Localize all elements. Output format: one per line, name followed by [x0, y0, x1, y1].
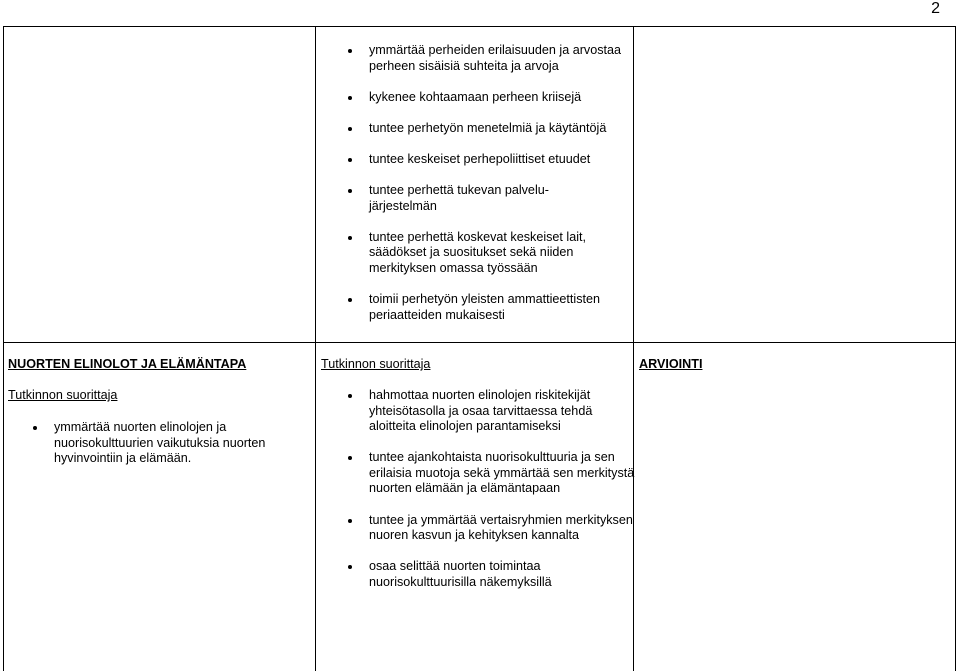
list-item: tuntee keskeiset perhepoliittiset etuudet — [369, 152, 637, 168]
middle-criteria-list — [369, 388, 637, 606]
table-border-top — [3, 26, 956, 27]
left-subheading: Tutkinnon suorittaja — [8, 388, 118, 402]
page-number: 2 — [931, 0, 940, 17]
table-border-right — [955, 26, 956, 671]
table-border-middle — [3, 342, 956, 343]
list-item: kykenee kohtaamaan perheen kriisejä — [369, 90, 637, 106]
upper-criteria-list — [369, 43, 637, 339]
list-item: hahmottaa nuorten elinolojen riskitekijät yhteisötasolla ja osaa tarvittaessa tehdä aloitteita elinolojen parantamiseksi — [369, 388, 637, 435]
list-item: ymmärtää perheiden erilaisuuden ja arvostaa perheen sisäisiä suhteita ja arvoja — [369, 43, 637, 74]
table-border-left — [3, 26, 4, 671]
section-heading-middle: Tutkinnon suorittaja — [321, 357, 431, 371]
left-criteria-list — [54, 420, 294, 467]
list-item: tuntee perhettä koskevat keskeiset lait, säädökset ja suositukset sekä niiden merkityksen omassa työssään — [369, 230, 637, 277]
column-divider-1 — [315, 26, 316, 671]
list-item: tuntee ja ymmärtää vertaisryhmien merkityksen nuoren kasvun ja kehityksen kannalta — [369, 513, 637, 544]
list-item: tuntee ajankohtaista nuorisokulttuuria ja sen erilaisia muotoja sekä ymmärtää sen merkitystä nuorten elämään ja elämäntapaan — [369, 450, 637, 497]
list-item: tuntee perhetyön menetelmiä ja käytäntöjä — [369, 121, 637, 137]
section-heading-left: NUORTEN ELINOLOT JA ELÄMÄNTAPA — [8, 357, 247, 371]
list-item: osaa selittää nuorten toimintaa nuorisokulttuurisilla näkemyksillä — [369, 559, 637, 590]
section-heading-right: ARVIOINTI — [639, 357, 703, 371]
list-item: tuntee perhettä tukevan palvelu- järjestelmän — [369, 183, 637, 214]
list-item: toimii perhetyön yleisten ammattieettisten periaatteiden mukaisesti — [369, 292, 637, 323]
list-item: ymmärtää nuorten elinolojen ja nuorisokulttuurien vaikutuksia nuorten hyvinvointiin ja elämään. — [54, 420, 294, 467]
